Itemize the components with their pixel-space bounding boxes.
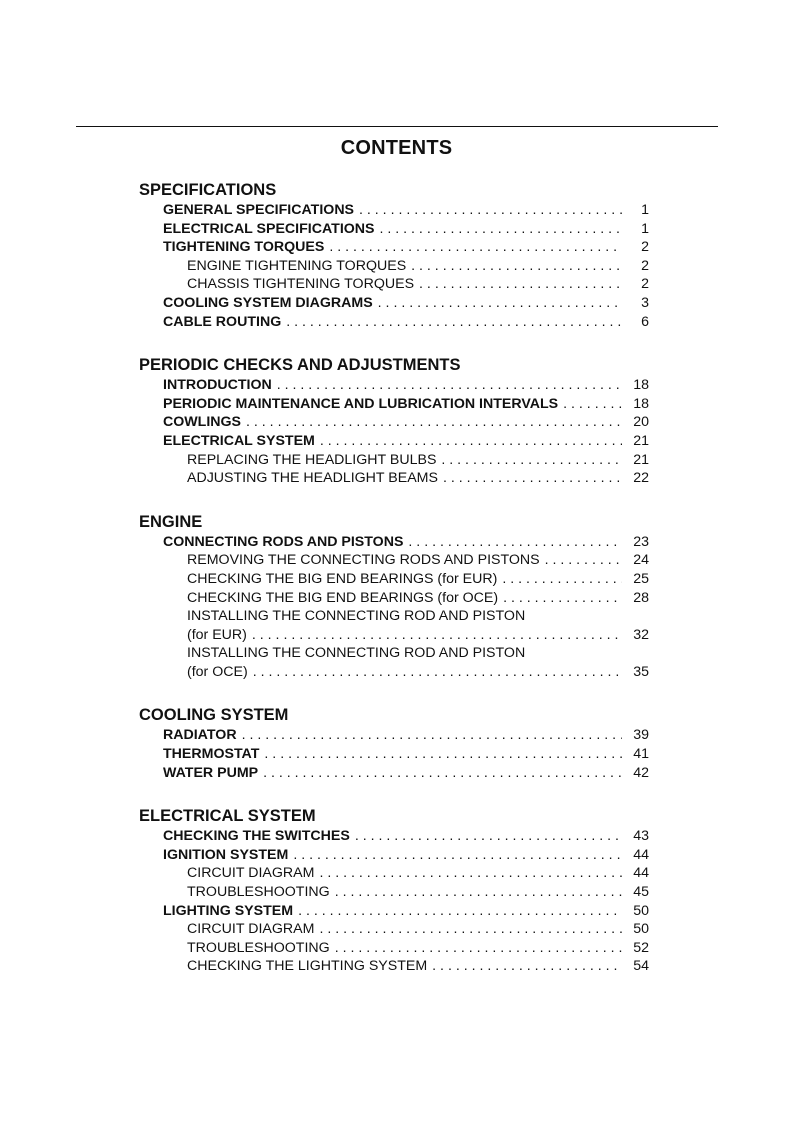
toc-entry[interactable] bbox=[139, 957, 649, 976]
toc-entry-label: CIRCUIT DIAGRAM bbox=[187, 865, 315, 882]
toc-entry-label: CONNECTING RODS AND PISTONS bbox=[163, 533, 404, 550]
toc-entry[interactable] bbox=[139, 275, 649, 294]
toc-entry[interactable] bbox=[139, 469, 649, 488]
table-of-contents bbox=[139, 179, 649, 999]
toc-page-number: 25 bbox=[633, 570, 649, 587]
toc-section bbox=[139, 354, 649, 488]
toc-entry-label: WATER PUMP bbox=[163, 764, 259, 781]
toc-page-number: 22 bbox=[633, 470, 649, 487]
dot-leader bbox=[408, 533, 622, 552]
toc-page-number: 2 bbox=[641, 239, 649, 256]
toc-entry-label: TROUBLESHOOTING bbox=[187, 884, 330, 901]
dot-leader bbox=[246, 413, 622, 432]
top-rule bbox=[76, 126, 718, 127]
toc-entry-label: CHECKING THE BIG END BEARINGS (for EUR) bbox=[187, 570, 498, 587]
toc-entry-label: INTRODUCTION bbox=[163, 377, 272, 394]
toc-entry-label: REMOVING THE CONNECTING RODS AND PISTONS bbox=[187, 552, 540, 569]
toc-entry[interactable] bbox=[139, 533, 649, 552]
dot-leader bbox=[253, 663, 622, 682]
toc-entry-label: LIGHTING SYSTEM bbox=[163, 902, 294, 919]
toc-page-number: 43 bbox=[633, 828, 649, 845]
toc-section bbox=[139, 511, 649, 682]
toc-entry-label: GENERAL SPECIFICATIONS bbox=[163, 202, 355, 218]
toc-page-number: 50 bbox=[633, 902, 649, 919]
toc-page-number: 28 bbox=[633, 589, 649, 606]
toc-entry[interactable] bbox=[139, 294, 649, 313]
toc-page-number: 2 bbox=[641, 257, 649, 274]
dot-leader bbox=[419, 275, 622, 294]
toc-entry[interactable] bbox=[139, 413, 649, 432]
toc-entry-label: THERMOSTAT bbox=[163, 746, 260, 763]
toc-entry-label: (for OCE) bbox=[187, 663, 248, 680]
toc-page-number: 18 bbox=[633, 395, 649, 412]
toc-entry[interactable] bbox=[139, 551, 649, 570]
dot-leader bbox=[329, 238, 622, 257]
toc-page-number: 42 bbox=[633, 764, 649, 781]
section-heading: ELECTRICAL SYSTEM bbox=[139, 807, 316, 826]
toc-entry[interactable] bbox=[139, 451, 649, 470]
toc-page-number: 1 bbox=[641, 220, 649, 237]
toc-entry-label: IGNITION SYSTEM bbox=[163, 846, 289, 863]
toc-page-number: 44 bbox=[633, 865, 649, 882]
toc-entry[interactable] bbox=[139, 764, 649, 783]
toc-entry-label: RADIATOR bbox=[163, 727, 237, 744]
toc-page-number: 21 bbox=[633, 451, 649, 468]
toc-page-number: 1 bbox=[641, 202, 649, 218]
toc-page-number: 3 bbox=[641, 294, 649, 311]
toc-entry[interactable] bbox=[139, 883, 649, 902]
dot-leader bbox=[563, 395, 622, 414]
toc-page-number: 35 bbox=[633, 663, 649, 680]
dot-leader bbox=[293, 846, 622, 865]
toc-entry[interactable] bbox=[139, 902, 649, 921]
toc-entry[interactable] bbox=[139, 201, 649, 220]
toc-entry[interactable] bbox=[139, 827, 649, 846]
toc-entry[interactable] bbox=[139, 626, 649, 645]
dot-leader bbox=[502, 570, 622, 589]
dot-leader bbox=[441, 451, 622, 470]
toc-page-number: 45 bbox=[633, 884, 649, 901]
dot-leader bbox=[432, 957, 622, 976]
toc-entry[interactable] bbox=[139, 864, 649, 883]
toc-entry-label: (for EUR) bbox=[187, 626, 247, 643]
toc-section bbox=[139, 704, 649, 782]
toc-entry[interactable] bbox=[139, 846, 649, 865]
toc-page-number: 18 bbox=[633, 377, 649, 394]
dot-leader bbox=[355, 827, 622, 846]
toc-entry[interactable] bbox=[139, 920, 649, 939]
toc-entry-label: CHECKING THE LIGHTING SYSTEM bbox=[187, 958, 428, 975]
toc-page-number: 20 bbox=[633, 414, 649, 431]
toc-entry-label: COOLING SYSTEM DIAGRAMS bbox=[163, 294, 373, 311]
toc-entry-label: CIRCUIT DIAGRAM bbox=[187, 921, 315, 938]
toc-page-number: 54 bbox=[633, 958, 649, 975]
toc-entry[interactable] bbox=[139, 726, 649, 745]
dot-leader bbox=[335, 883, 622, 902]
toc-entry[interactable] bbox=[139, 220, 649, 239]
page-title: CONTENTS bbox=[340, 137, 453, 159]
dot-leader bbox=[443, 469, 622, 488]
dot-leader bbox=[378, 294, 622, 313]
dot-leader bbox=[380, 220, 622, 239]
toc-page-number: 41 bbox=[633, 746, 649, 763]
toc-entry-label: REPLACING THE HEADLIGHT BULBS bbox=[187, 451, 437, 468]
toc-page-number: 39 bbox=[633, 727, 649, 744]
toc-entry-label: CHASSIS TIGHTENING TORQUES bbox=[187, 276, 415, 293]
dot-leader bbox=[359, 201, 622, 220]
toc-page-number: 32 bbox=[633, 626, 649, 643]
toc-page-number: 23 bbox=[633, 533, 649, 550]
toc-entry[interactable] bbox=[139, 376, 649, 395]
toc-entry-label: COWLINGS bbox=[163, 414, 242, 431]
toc-entry-first-line: INSTALLING THE CONNECTING ROD AND PISTON bbox=[187, 608, 526, 625]
dot-leader bbox=[411, 257, 622, 276]
dot-leader bbox=[252, 626, 622, 645]
dot-leader bbox=[319, 920, 622, 939]
toc-entry-label: TIGHTENING TORQUES bbox=[163, 239, 325, 256]
dot-leader bbox=[264, 745, 622, 764]
toc-page-number: 44 bbox=[633, 846, 649, 863]
section-heading: PERIODIC CHECKS AND ADJUSTMENTS bbox=[139, 356, 461, 375]
toc-entry-first-line: INSTALLING THE CONNECTING ROD AND PISTON bbox=[187, 645, 526, 662]
toc-entry-label: TROUBLESHOOTING bbox=[187, 939, 330, 956]
toc-page-number: 2 bbox=[641, 276, 649, 293]
dot-leader bbox=[335, 939, 622, 958]
toc-entry-label: PERIODIC MAINTENANCE AND LUBRICATION INTERVALS bbox=[163, 395, 559, 412]
toc-entry[interactable] bbox=[139, 745, 649, 764]
toc-entry[interactable] bbox=[139, 238, 649, 257]
toc-entry[interactable] bbox=[139, 939, 649, 958]
toc-entry-label: ELECTRICAL SPECIFICATIONS bbox=[163, 220, 375, 237]
dot-leader bbox=[286, 313, 622, 332]
dot-leader bbox=[298, 902, 622, 921]
section-heading: ENGINE bbox=[139, 512, 203, 531]
toc-entry[interactable] bbox=[139, 570, 649, 589]
dot-leader bbox=[545, 551, 622, 570]
section-heading: COOLING SYSTEM bbox=[139, 706, 289, 725]
toc-entry-label: CHECKING THE SWITCHES bbox=[163, 828, 350, 845]
toc-entry[interactable] bbox=[139, 395, 649, 414]
toc-entry-label: CABLE ROUTING bbox=[163, 313, 282, 330]
dot-leader bbox=[277, 376, 622, 395]
toc-entry[interactable] bbox=[139, 432, 649, 451]
toc-page-number: 52 bbox=[633, 939, 649, 956]
dot-leader bbox=[242, 726, 622, 745]
dot-leader bbox=[263, 764, 622, 783]
toc-page-number: 50 bbox=[633, 921, 649, 938]
toc-entry-label: ELECTRICAL SYSTEM bbox=[163, 432, 315, 449]
dot-leader bbox=[320, 432, 622, 451]
toc-entry[interactable] bbox=[139, 663, 649, 682]
dot-leader bbox=[319, 864, 622, 883]
toc-entry-label: CHECKING THE BIG END BEARINGS (for OCE) bbox=[187, 589, 499, 606]
toc-entry[interactable] bbox=[139, 589, 649, 608]
toc-section bbox=[139, 179, 649, 331]
toc-page-number: 21 bbox=[633, 432, 649, 449]
section-heading: SPECIFICATIONS bbox=[139, 181, 277, 199]
toc-entry[interactable] bbox=[139, 313, 649, 332]
toc-entry[interactable] bbox=[139, 257, 649, 276]
toc-page-number: 24 bbox=[633, 552, 649, 569]
toc-section bbox=[139, 805, 649, 976]
toc-entry-label: ENGINE TIGHTENING TORQUES bbox=[187, 257, 407, 274]
toc-entry-label: ADJUSTING THE HEADLIGHT BEAMS bbox=[187, 470, 438, 487]
toc-page-number: 6 bbox=[641, 313, 649, 330]
dot-leader bbox=[503, 589, 622, 608]
